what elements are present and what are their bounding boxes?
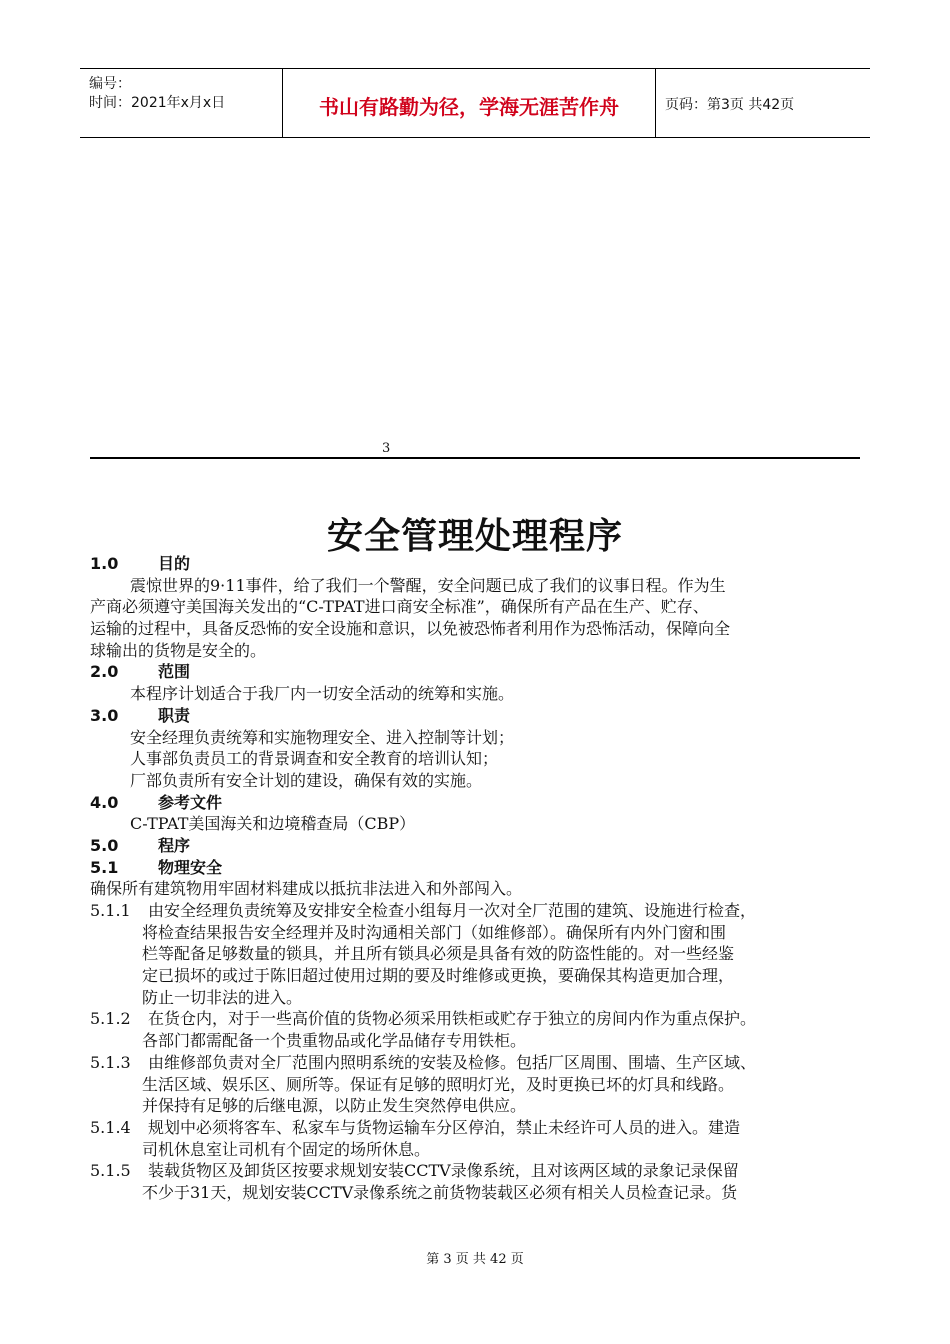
subsection-heading-5-1: 5.1 物理安全 bbox=[90, 857, 223, 877]
clause-line: 生活区域、娱乐区、厕所等。保证有足够的照明灯光，及时更换已坏的灯具和线路。 bbox=[142, 1074, 735, 1094]
clause-line: 定已损坏的或过于陈旧超过使用过期的要及时维修或更换，要确保其构造更加合理， bbox=[142, 966, 735, 986]
document-body bbox=[90, 553, 870, 1204]
section-heading-4: 4.0 参考文件 bbox=[90, 792, 223, 812]
page-footer: 第 3 页 共 42 页 bbox=[426, 1252, 524, 1267]
clause-line: 防止一切非法的进入。 bbox=[142, 987, 303, 1007]
serial-label: 编号： bbox=[89, 76, 131, 92]
clause-5-1-2: 5.1.2 在货仓内，对于一些高价值的货物必须采用铁柜或贮存于独立的房间内作为重点保护。 bbox=[90, 1009, 757, 1029]
section-heading-2: 2.0 范围 bbox=[90, 662, 191, 682]
purpose-line-1: 震惊世界的9·11事件，给了我们一个警醒，安全问题已成了我们的议事日程。作为生 bbox=[130, 575, 726, 595]
clause-5-1-3: 5.1.3 由维修部负责对全厂范围内照明系统的安装及检修。包括厂区周围、围墙、生产区域、 bbox=[90, 1052, 757, 1072]
purpose-line-4: 球输出的货物是安全的。 bbox=[90, 640, 267, 660]
clause-line: 并保持有足够的后继电源，以防止发生突然停电供应。 bbox=[142, 1096, 527, 1116]
clause-5-1-1: 5.1.1 由安全经理负责统筹及安排安全检查小组每月一次对全厂范围的建筑、设施进行检查， bbox=[90, 901, 757, 920]
document-title: 安全管理处理程序 bbox=[326, 516, 623, 557]
responsibility-item: 安全经理负责统筹和实施物理安全、进入控制等计划； bbox=[130, 727, 515, 747]
clause-5-1-4: 5.1.4 规划中必须将客车、私家车与货物运输车分区停泊，禁止未经许可人员的进入。建造 bbox=[90, 1117, 741, 1137]
clause-line: 各部门都需配备一个贵重物品或化学品储存专用铁柜。 bbox=[142, 1031, 527, 1051]
clause-line: 不少于31天，规划安装CCTV录像系统之前货物装载区必须有相关人员检查记录。货 bbox=[142, 1182, 738, 1202]
section-heading-5: 5.0 程序 bbox=[90, 835, 191, 855]
clause-line: 将检查结果报告安全经理并及时沟通相关部门（如维修部）。确保所有内外门窗和围 bbox=[142, 922, 727, 942]
clause-line: 栏等配备足够数量的锁具，并且所有锁具必须是具备有效的防盗性能的。对一些经鉴 bbox=[142, 944, 735, 964]
page-number-top: 3 bbox=[382, 441, 391, 456]
responsibility-item: 人事部负责员工的背景调查和安全教育的培训认知； bbox=[130, 749, 499, 769]
clause-5-1-5: 5.1.5 装载货物区及卸货区按要求规划安装CCTV录像系统，且对该两区域的录象记录保留 bbox=[90, 1161, 739, 1181]
horizontal-rule bbox=[90, 457, 860, 459]
section-heading-3: 3.0 职责 bbox=[90, 705, 191, 725]
header-motto-cell bbox=[283, 69, 656, 137]
section-heading-1: 1.0 目的 bbox=[90, 554, 191, 573]
header-motto: 书山有路勤为径，学海无涯苦作舟 bbox=[319, 95, 619, 119]
purpose-line-3: 运输的过程中，具备反恐怖的安全设施和意识，以免被恐怖者利用作为恐怖活动，保障向全 bbox=[90, 619, 731, 639]
header-page-cell bbox=[656, 69, 870, 137]
scope-text: 本程序计划适合于我厂内一切安全活动的统筹和实施。 bbox=[130, 684, 515, 704]
header-info-cell bbox=[80, 69, 283, 137]
time-label: 时间：2021年x月x日 bbox=[89, 95, 226, 111]
header-page-code: 页码：第3页 共42页 bbox=[665, 97, 795, 113]
purpose-line-2: 产商必须遵守美国海关发出的“C-TPAT进口商安全标准”，确保所有产品在生产、贮存、 bbox=[90, 597, 709, 617]
physical-security-intro: 确保所有建筑物用牢固材料建成以抵抗非法进入和外部闯入。 bbox=[90, 879, 523, 899]
page-header bbox=[80, 68, 870, 138]
reference-text: C-TPAT美国海关和边境稽查局（CBP） bbox=[130, 814, 416, 834]
responsibility-item: 厂部负责所有安全计划的建设，确保有效的实施。 bbox=[130, 770, 483, 790]
clause-line: 司机休息室让司机有个固定的场所休息。 bbox=[142, 1139, 431, 1159]
